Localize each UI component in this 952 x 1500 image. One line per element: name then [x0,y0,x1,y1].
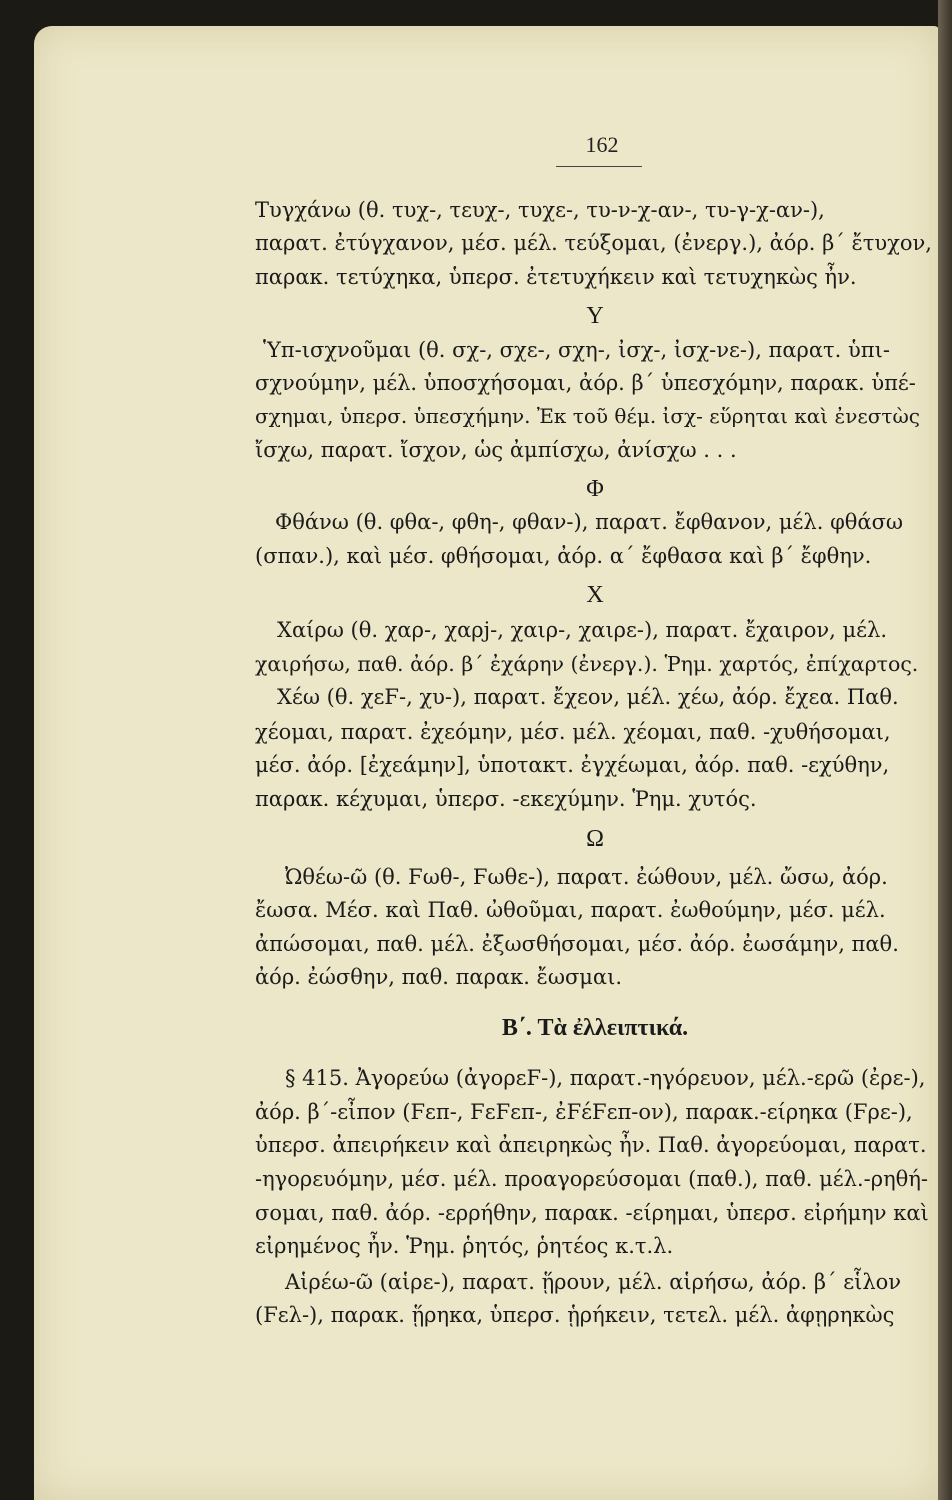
text-line: Φθάνω (θ. φθα-, φθη-, φθαν-), παρατ. ἔφθανον, μέλ. φθάσω [275,510,904,534]
section-letter: Υ [586,303,604,329]
text-line: Χέω (θ. χεϜ-, χυ-), παρατ. ἔχεον, μέλ. χέω, ἀόρ. ἔχεα. Παθ. [277,685,899,709]
text-line: (σπαν.), καὶ μέσ. φθήσομαι, ἀόρ. α΄ ἔφθασα καὶ β΄ ἔφθην. [255,544,872,568]
text-line: παρακ. κέχυμαι, ὑπερσ. -εκεχύμην. Ῥημ. χυτός. [255,787,757,811]
text-line: (Ϝελ-), παρακ. ᾕρηκα, ὑπερσ. ᾑρήκειν, τετελ. μέλ. ἀφῃρηκὼς [255,1303,895,1327]
text-line: μέσ. ἀόρ. [ἐχεάμην], ὑποτακτ. ἐγχέωμαι, ἀόρ. παθ. -εχύθην, [255,753,890,777]
text-line: παρακ. τετύχηκα, ὑπερσ. ἐτετυχήκειν καὶ τετυχηκὼς ἦν. [255,265,857,289]
text-line: Χαίρω (θ. χαρ-, χαρj-, χαιρ-, χαιρε-), παρατ. ἔχαιρον, μέλ. [277,618,888,642]
text-line: παρατ. ἐτύγχανον, μέσ. μέλ. τεύξομαι, (ἐνεργ.), ἀόρ. β΄ ἔτυχον, [255,231,932,255]
page-number: 162 [585,132,619,157]
section-letter: Φ [586,476,604,502]
text-line: σχνούμην, μέλ. ὑποσχήσομαι, ἀόρ. β΄ ὑπεσχόμην, παρακ. ὑπέ- [255,371,916,395]
text-line: χέομαι, παρατ. ἐχεόμην, μέσ. μέλ. χέομαι, παθ. -χυθήσομαι, [255,720,891,744]
text-line: χαιρήσω, παθ. ἀόρ. β΄ ἐχάρην (ἐνεργ.). Ῥημ. χαρτός, ἐπίχαρτος. [255,652,919,676]
text-line: ἀόρ. β΄-εἶπον (Ϝεπ-, ϜεϜεπ-, ἐϜέϜεπ-ον), παρακ.-είρηκα (Ϝρε-), [255,1100,913,1124]
text-line: ὑπερσ. ἀπειρήκειν καὶ ἀπειρηκὼς ἦν. Παθ. ἀγορεύομαι, παρατ. [255,1133,927,1157]
section-letter: Χ [586,582,604,608]
page-edge [938,0,952,1500]
text-line: ἀπώσομαι, παθ. μέλ. ἐξωσθήσομαι, μέσ. ἀόρ. ἐωσάμην, παθ. [255,932,899,956]
text-line: ἔωσα. Μέσ. καὶ Παθ. ὠθοῦμαι, παρατ. ἐωθούμην, μέσ. μέλ. [255,898,886,922]
text-line: ἴσχω, παρατ. ἴσχον, ὡς ἀμπίσχω, ἀνίσχω . . . [255,438,737,462]
text-line: Αἱρέω-ῶ (αἱρε-), παρατ. ᾕρουν, μέλ. αἱρήσω, ἀόρ. β΄ εἷλον [285,1270,902,1294]
text-line: ἀόρ. ἐώσθην, παθ. παρακ. ἔωσμαι. [255,965,623,989]
text-line: Ὠθέω-ῶ (θ. Ϝωθ-, Ϝωθε-), παρατ. ἐώθουν, μέλ. ὤσω, ἀόρ. [285,865,888,889]
text-line: εἰρημένος ἦν. Ῥημ. ῥητός, ῥητέος κ.τ.λ. [255,1234,674,1258]
text-line: Τυγχάνω (θ. τυχ-, τευχ-, τυχε-, τυ-ν-χ-αν-, τυ-γ-χ-αν-), [255,198,825,222]
text-line: Ὑπ-ισχνοῦμαι (θ. σχ-, σχε-, σχη-, ἰσχ-, ἰσχ-νε-), παρατ. ὑπι- [263,338,890,362]
page-number-rule [556,166,642,167]
text-line: § 415. Ἀγορεύω (ἀγορεϜ-), παρατ.-ηγόρευον, μέλ.-ερῶ (ἐρε-), [285,1066,926,1090]
section-letter: Ω [586,826,604,852]
section-heading: Β΄. Τὰ ἐλλειπτικά. [501,1015,689,1041]
text-line: -ηγορευόμην, μέσ. μέλ. προαγορεύσομαι (παθ.), παθ. μέλ.-ρηθή- [255,1167,928,1191]
text-line: σχημαι, ὑπερσ. ὑπεσχήμην. Ἐκ τοῦ θέμ. ἰσχ- εὕρηται καὶ ἐνεστὼς [255,404,920,428]
text-line: σομαι, παθ. ἀόρ. -ερρήθην, παρακ. -είρημαι, ὑπερσ. εἰρήμην καὶ [255,1201,929,1225]
